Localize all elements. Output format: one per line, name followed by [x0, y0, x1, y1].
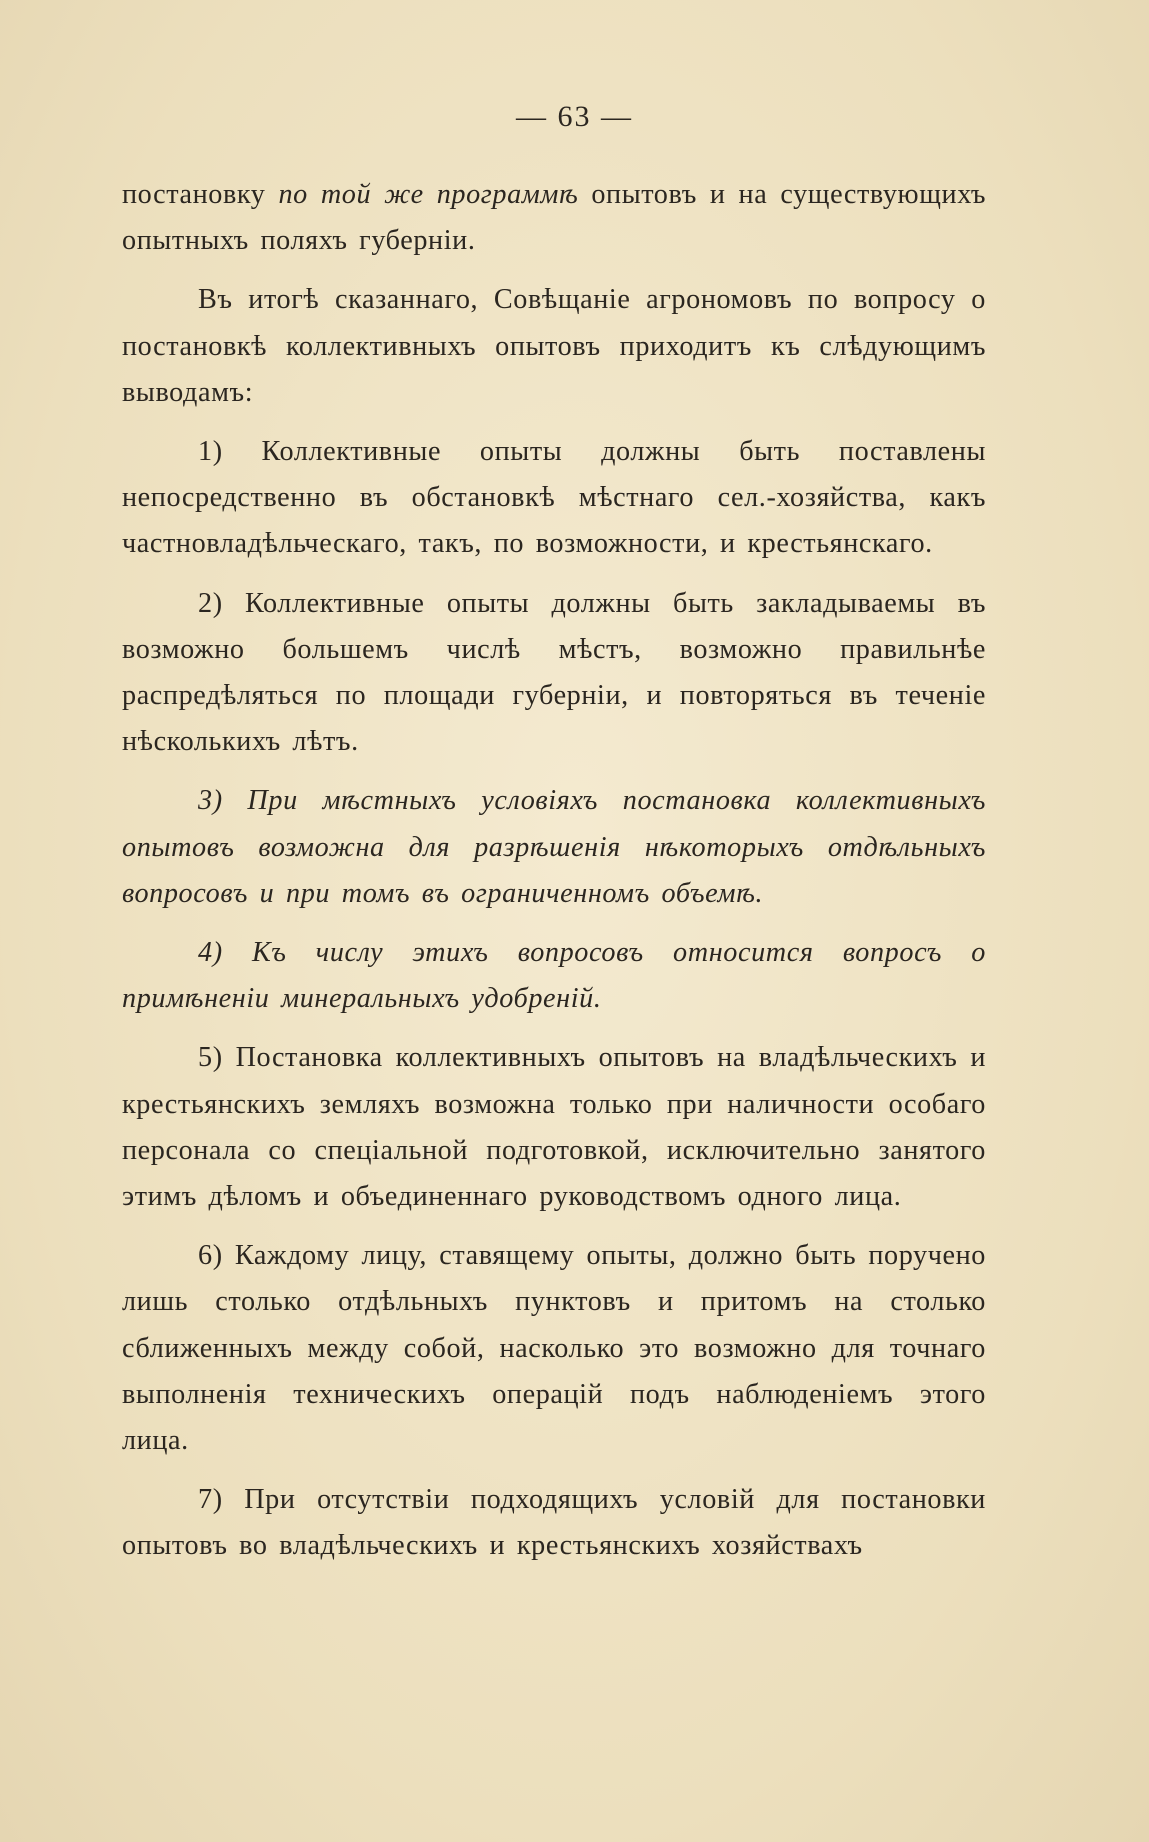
conclusion-item-4: 4) Къ числу этихъ вопросовъ относится вопросъ о примѣненіи минеральныхъ удобреній. — [122, 937, 986, 1015]
paragraph-text: опытовъ и на существующихъ опытныхъ поляхъ губерніи. — [122, 179, 986, 257]
conclusion-item-5: 5) Постановка коллективныхъ опытовъ на владѣльческихъ и крестьянскихъ земляхъ возможна только при наличности особаго персонала со спеціальной подготовкой, исключительно занятого этимъ дѣломъ и объединеннаго руководствомъ одного лица. — [122, 1042, 986, 1213]
page-number: — 63 — — [516, 100, 633, 133]
conclusion-item-6: 6) Каждому лицу, ставящему опыты, должно быть поручено лишь столько отдѣльныхъ пунктовъ и притомъ на столько сближенныхъ между собой, насколько это возможно для точнаго выполненія техническихъ операцій подъ наблюденіемъ этого лица. — [122, 1240, 986, 1457]
conclusion-item-3: 3) При мѣстныхъ условіяхъ постановка коллективныхъ опытовъ возможна для разрѣшенія нѣкоторыхъ отдѣльныхъ вопросовъ и при томъ въ ограниченномъ объемѣ. — [122, 785, 986, 909]
paragraph-continuation — [122, 172, 986, 264]
paragraph-summary-intro: Въ итогѣ сказаннаго, Совѣщаніе агрономовъ по вопросу о постановкѣ коллективныхъ опытовъ приходитъ къ слѣдующимъ выводамъ: — [122, 284, 986, 408]
conclusion-item-7: 7) При отсутствіи подходящихъ условій для постановки опытовъ во владѣльческихъ и крестьянскихъ хозяйствахъ — [122, 1484, 986, 1562]
paragraph-text: постановку — [122, 179, 279, 210]
conclusion-item-2: 2) Коллективные опыты должны быть закладываемы въ возможно большемъ числѣ мѣстъ, возможно правильнѣе распредѣляться по площади губерніи, и повторяться въ теченіе нѣсколькихъ лѣтъ. — [122, 587, 986, 758]
paragraph-emphasis: по той же программѣ — [278, 179, 579, 210]
conclusion-item-1: 1) Коллективные опыты должны быть поставлены непосредственно въ обстановкѣ мѣстнаго сел.-хозяйства, какъ частновладѣльческаго, такъ, по возможности, и крестьянскаго. — [122, 436, 986, 560]
body-text — [122, 172, 986, 1583]
